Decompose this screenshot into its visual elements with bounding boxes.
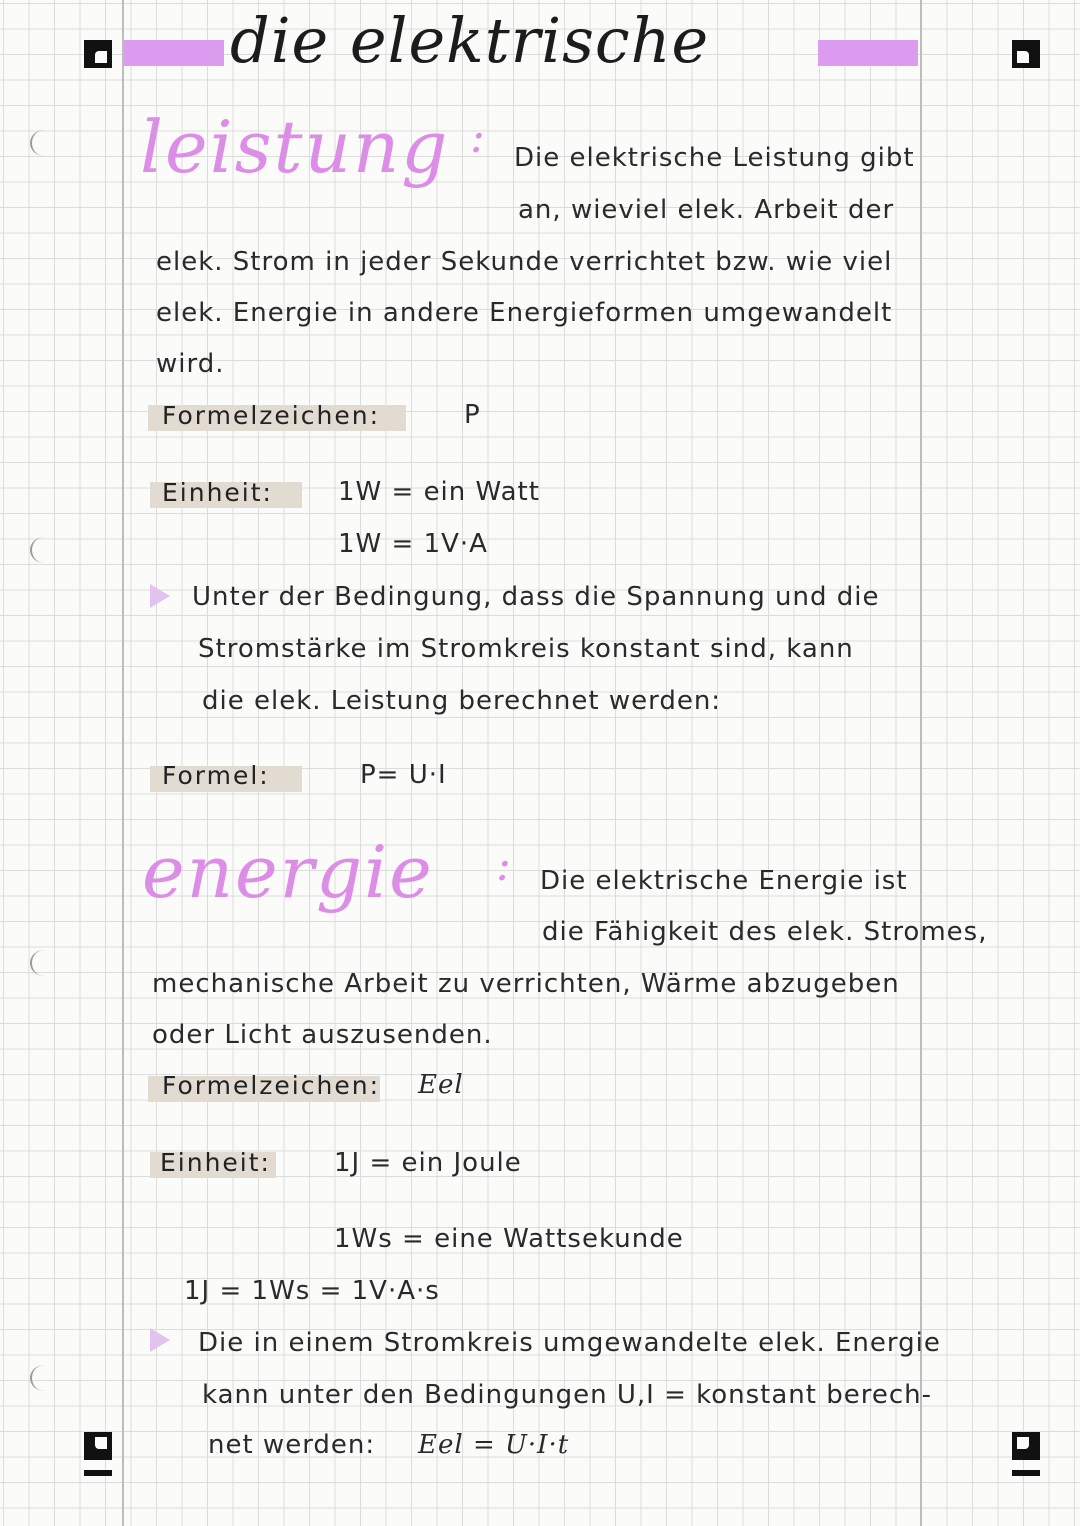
arrow-bullet-icon [150, 1328, 170, 1352]
energie-note-formula: Eel = U·I·t [418, 1430, 570, 1460]
energie-einheit-line1: 1J = ein Joule [334, 1148, 522, 1178]
leistung-einheit-label: Einheit: [162, 478, 273, 507]
energie-note-line3: net werden: [208, 1430, 376, 1460]
energie-einheit-line3: 1J = 1Ws = 1V·A·s [184, 1276, 440, 1306]
leistung-note-line2: Stromstärke im Stromkreis konstant sind, kann [198, 634, 854, 664]
heading-colon: : [470, 112, 487, 163]
energie-intro-line2: die Fähigkeit des elek. Stromes, [542, 917, 988, 947]
leistung-heading: leistung [140, 105, 450, 189]
title-highlight-right [818, 40, 918, 66]
title-highlight-left [124, 40, 224, 66]
corner-marker-icon [1012, 40, 1040, 68]
arrow-bullet-icon [150, 584, 170, 608]
punch-hole [30, 537, 58, 563]
energie-einheit-line2: 1Ws = eine Wattsekunde [334, 1224, 684, 1254]
energie-line4: oder Licht auszusenden. [152, 1020, 493, 1050]
corner-bar [1012, 1470, 1040, 1476]
leistung-formelzeichen-label: Formelzeichen: [162, 401, 380, 430]
left-margin-line [122, 0, 124, 1526]
leistung-line4: elek. Energie in andere Energieformen umgewandelt [156, 298, 893, 328]
energie-note-line1: Die in einem Stromkreis umgewandelte elek. Energie [198, 1328, 941, 1358]
energie-heading: energie [142, 830, 434, 914]
leistung-line5: wird. [156, 349, 225, 379]
punch-hole [30, 950, 58, 976]
leistung-einheit-line1: 1W = ein Watt [338, 477, 540, 507]
leistung-einheit-line2: 1W = 1V·A [338, 529, 488, 559]
leistung-formel-value: P= U·I [360, 760, 447, 790]
corner-bar [84, 1470, 112, 1476]
right-margin-line [920, 0, 922, 1526]
punch-hole [30, 1365, 58, 1391]
energie-einheit-label: Einheit: [160, 1148, 271, 1177]
heading-colon: : [496, 840, 513, 891]
leistung-note-line1: Unter der Bedingung, dass die Spannung und die [192, 582, 880, 612]
energie-formelzeichen-value: Eel [418, 1070, 464, 1100]
corner-marker-icon [84, 40, 112, 68]
energie-note-line2: kann unter den Bedingungen U,I = konstant berech- [202, 1380, 933, 1410]
leistung-formel-label: Formel: [162, 761, 270, 790]
energie-formelzeichen-label: Formelzeichen: [162, 1071, 380, 1100]
corner-marker-icon [84, 1432, 112, 1460]
punch-hole [30, 130, 58, 156]
energie-line3: mechanische Arbeit zu verrichten, Wärme abzugeben [152, 969, 900, 999]
leistung-intro-line1: Die elektrische Leistung gibt [514, 143, 915, 173]
page-title: die elektrische [230, 4, 710, 77]
leistung-formelzeichen-value: P [464, 400, 481, 430]
energie-intro-line1: Die elektrische Energie ist [540, 866, 908, 896]
corner-marker-icon [1012, 1432, 1040, 1460]
leistung-intro-line2: an, wieviel elek. Arbeit der [518, 195, 895, 225]
leistung-line3: elek. Strom in jeder Sekunde verrichtet bzw. wie viel [156, 247, 893, 277]
leistung-note-line3: die elek. Leistung berechnet werden: [202, 686, 722, 716]
